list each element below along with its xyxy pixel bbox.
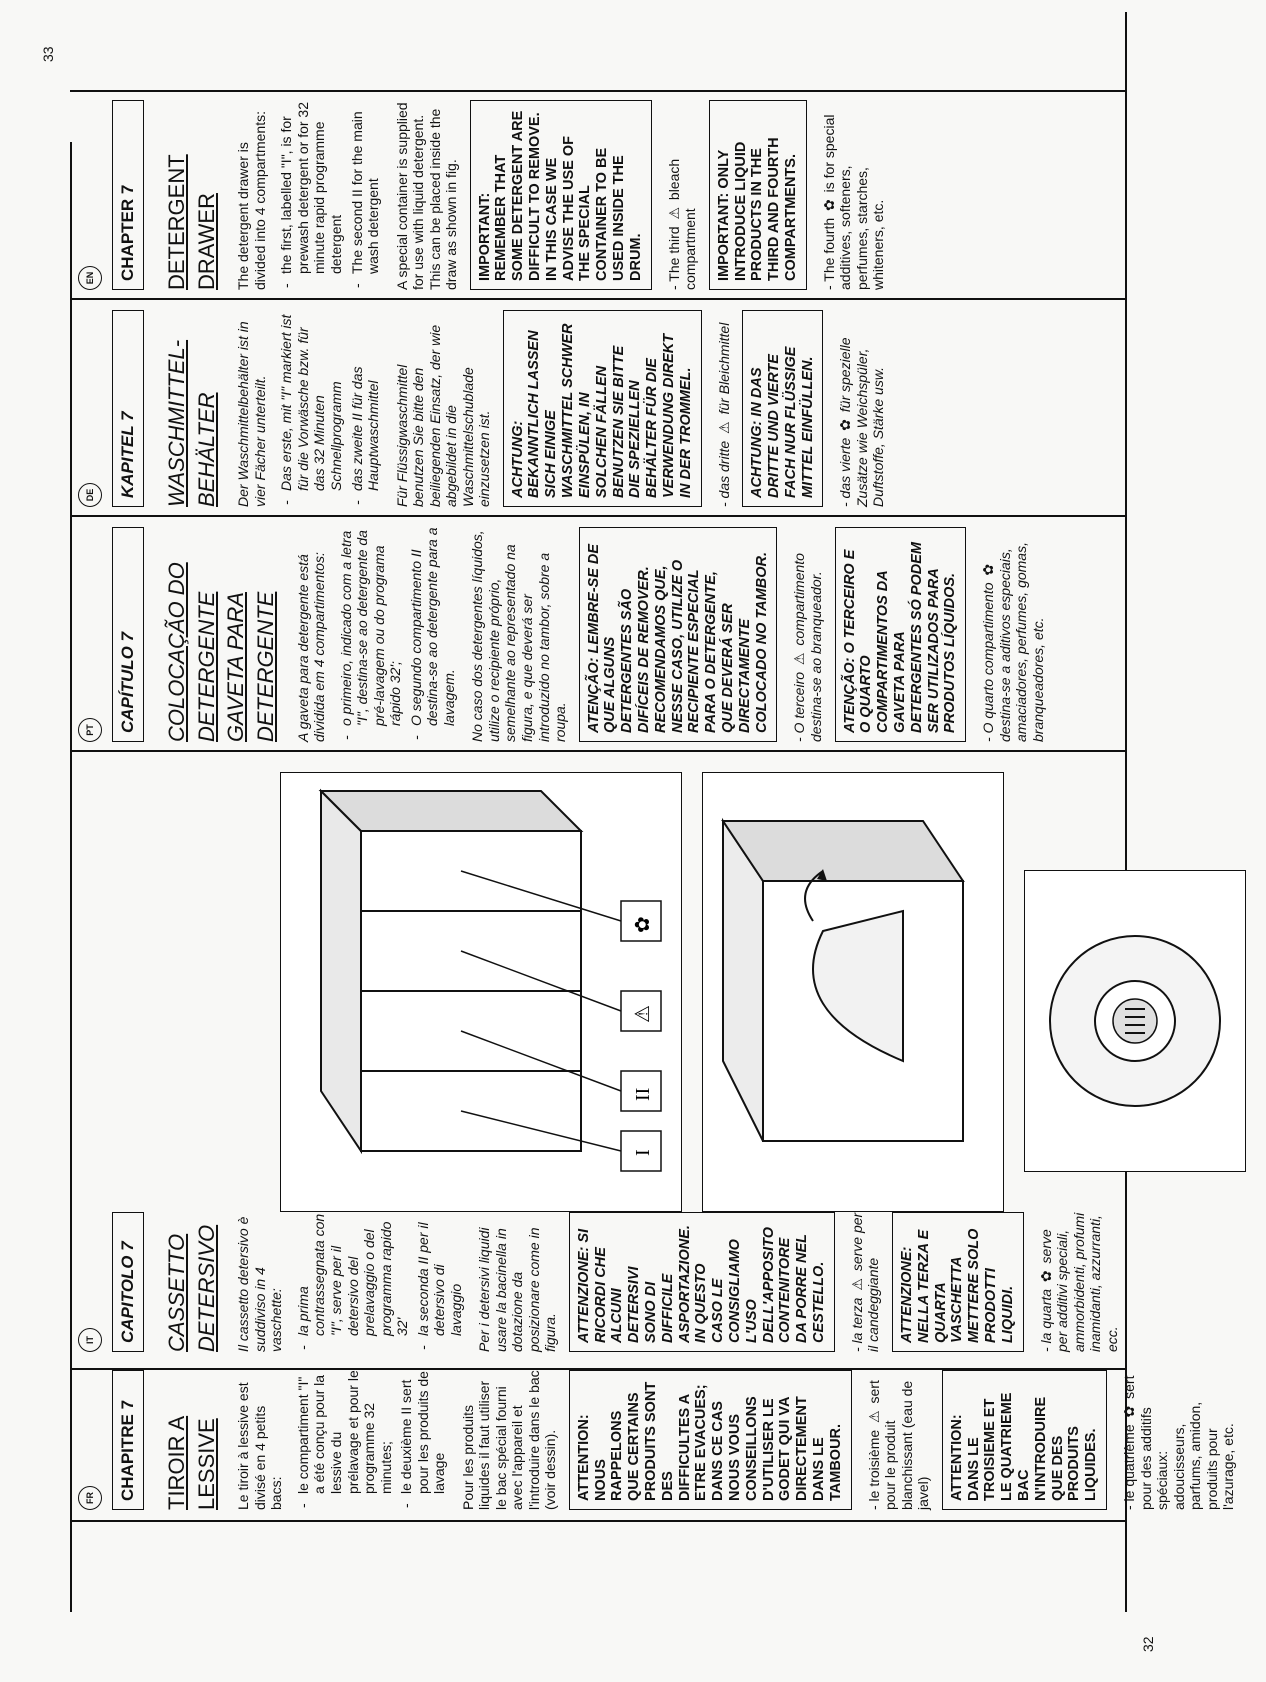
- liquid-detergent-text: Pour les produits liquides il faut utiliser le bac spécial fourni avec l'appareil et l'introduire dans le bac (voir dessin).: [459, 1370, 559, 1510]
- language-badge-de: DE: [78, 483, 102, 507]
- list-item: - the first, labelled "I", is for prewash detergent or for 32 minute rapid programme detergent: [278, 100, 344, 274]
- language-badge-en: EN: [78, 266, 102, 290]
- list-item: - la prima contrassegnata con "I", serve per il detersivo del prelavaggio o del programma rapido 32': [295, 1212, 411, 1336]
- third-compartment-text: - das dritte ⚠ für Bleichmittel: [715, 322, 732, 507]
- list-item: - o primeiro, indicado com a letra "I", destina-se ao detergente da pré-lavagem ou do programa rápido 32';: [338, 527, 404, 726]
- list-item: - O segundo compartimento II destina-se ao detergente para a lavagem.: [408, 527, 458, 726]
- bleach-icon: ⚠: [848, 1278, 865, 1291]
- figure-label-i: I: [632, 1149, 654, 1156]
- liquid-detergent-text: A special container is supplied for use with liquid detergent. This can be placed inside the draw as shown in fig.: [393, 102, 460, 290]
- flower-icon: ✿: [820, 199, 837, 211]
- list-item: - Das erste, mit "I" markiert ist für die Vorwäsche bzw. für das 32 Minuten Schnellprogramm: [278, 310, 344, 491]
- bleach-icon: ⚠: [865, 1410, 882, 1423]
- warning-box: IMPORTANT: REMEMBER THAT SOME DETERGENT ARE DIFFICULT TO REMOVE. IN THIS CASE WE ADVISE THE USE OF THE SPECIAL CONTAINER TO BE USED INSIDE THE DRUM.: [470, 100, 652, 290]
- flower-icon: ✿: [980, 563, 997, 576]
- bleach-icon: ⚠: [715, 421, 732, 434]
- liquid-detergent-text: Für Flüssigwaschmittel benutzen Sie bitte den beiliegenden Einsatz, der wie abgebildet in die Waschmittelschublade einzusetzen ist.: [393, 324, 493, 507]
- bleach-icon: ⚠: [665, 206, 682, 220]
- figure-bleach-symbol: ⚠: [630, 1005, 654, 1023]
- warning-box: ATENÇÃO: O TERCEIRO E O QUARTO COMPARTIMENTOS DA GAVETA PARA DETERGENTES SÓ PODEM SER UTILIZADOS PARA PRODUTOS LÍQUIDOS.: [835, 527, 967, 742]
- figure-label-ii: II: [632, 1087, 654, 1101]
- flower-icon: ✿: [837, 419, 854, 431]
- third-compartment-text: - O terceiro ⚠ compartimento destina-se ao branqueador.: [791, 553, 824, 742]
- section-title: TIROIR A LESSIVE: [164, 1415, 219, 1510]
- fourth-compartment-text: - O quarto compartimento ✿ destina-se a aditivos especiais, amaciadores, perfumes, gomas, branqueadores, etc.: [980, 542, 1046, 742]
- list-item: - la seconda II per il detersivo di lavaggio: [415, 1212, 465, 1336]
- compartment-list: [295, 1212, 464, 1352]
- bleach-icon: ⚠: [791, 652, 808, 666]
- third-compartment-text: - la terza ⚠ serve per il candeggiante: [848, 1212, 882, 1352]
- list-item: - das zweite II für das Hauptwaschmittel: [349, 310, 382, 491]
- section-title: COLOCAÇÃO DO DETERGENTE GAVETA PARA DETERGENTE: [164, 562, 279, 742]
- warning-box: ATTENZIONE: SI RICORDI CHE ALCUNI DETERSIVI SONO DI DIFFICILE ASPORTAZIONE. IN QUESTO CASO LE CONSIGLIAMO L'USO DELL'APPOSITO CONTENITORE DA PORRE NEL CESTELLO.: [569, 1212, 835, 1352]
- third-compartment-text: - The third ⚠ bleach compartment: [665, 158, 699, 290]
- section-title: DETERGENT DRAWER: [164, 154, 219, 290]
- chapter-heading: CHAPTER 7: [112, 100, 144, 290]
- warning-box: ACHTUNG: IN DAS DRITTE UND VIERTE FACH NUR FLÜSSIGE MITTEL EINFÜLLEN.: [742, 310, 823, 507]
- figure-drawer-compartments: [280, 772, 682, 1212]
- language-badge-fr: FR: [78, 1486, 102, 1510]
- compartment-list: [278, 310, 381, 507]
- fourth-compartment-text: - la quarta ✿ serve per additivi speciali, ammorbidenti, profumi inamidanti, azzurranti, ecc.: [1037, 1212, 1120, 1352]
- intro-text: Le tiroir à lessive est divisé en 4 petits bacs:: [235, 1382, 285, 1510]
- drawer-illustration: [281, 773, 679, 1211]
- third-compartment-text: - le troisième ⚠ sert pour le produit blanchissant (eau de javel): [865, 1380, 932, 1510]
- compartment-list: [338, 527, 458, 742]
- drawer-open-illustration: [703, 773, 1001, 1211]
- column-italian: [78, 1202, 1130, 1362]
- fourth-compartment-text: - le quatrième ✿ sert pour des additifs spéciaux: adoucisseurs, parfums, amidon, produits pour l'azurage, etc.: [1121, 1375, 1237, 1510]
- figure-flower-symbol: ✿: [630, 916, 654, 933]
- figure-drawer-open: [702, 772, 1004, 1212]
- compartment-list: [278, 100, 381, 290]
- liquid-detergent-text: No caso dos detergentes líquidos, utilize o recipiente próprio, semelhante ao representado na figura, e que deverá ser introduzido no tambor, sobre a roupa.: [469, 530, 569, 742]
- chapter-heading: KAPITEL 7: [112, 310, 144, 507]
- warning-box: ACHTUNG: BEKANNTLICH LASSEN SICH EINIGE WASCHMITTEL SCHWER EINSPÜLEN, IN SOLCHEN FÄLLEN BENUTZEN SIE BITTE DIE SPEZIELLEN BEHÄLTER FÜR DIE VERWENDUNG DIREKT IN DER TROMMEL.: [503, 310, 702, 507]
- compartment-list: [295, 1370, 448, 1510]
- page-number-left: 32: [1140, 1636, 1156, 1652]
- warning-box: IMPORTANT: ONLY INTRODUCE LIQUID PRODUCTS IN THE THIRD AND FOURTH COMPARTMENTS.: [709, 100, 807, 290]
- list-item: - le compartiment "I" a été conçu pour la lessive du prélavage et pour le programme 32 minutes;: [295, 1370, 394, 1494]
- warning-box: ATTENTION: NOUS RAPPELONS QUE CERTAINS PRODUITS SONT DES DIFFICULTES A ETRE EVACUES; DANS CE CAS NOUS VOUS CONSEILLONS D'UTILISER LE GODET QUI VA DIRECTEMENT DANS LE TAMBOUR.: [569, 1370, 852, 1510]
- warning-box: ATTENZIONE: NELLA TERZA E QUARTA VASCHETTA METTERE SOLO PRODOTTI LIQUIDI.: [892, 1212, 1024, 1352]
- fourth-compartment-text: - das vierte ✿ für spezielle Zusätze wie Weichspüler, Duftstoffe, Stärke usw.: [837, 337, 887, 507]
- warning-box: ATENÇÃO: LEMBRE-SE DE QUE ALGUNS DETERGENTES SÃO DIFÍCEIS DE REMOVER. RECOMENDAMOS QUE, NESSE CASO, UTILIZE O RECIPIENTE ESPECIAL PARA O DETERGENTE, QUE DEVERÁ SER DIRECTAMENTE COLOCADO NO TAMBOR.: [579, 527, 778, 742]
- column-french: [78, 1360, 1237, 1520]
- figure-area: [280, 772, 1266, 1212]
- chapter-heading: CAPÍTULO 7: [112, 527, 144, 742]
- fourth-compartment-text: - The fourth ✿ is for special additives, softeners, perfumes, starches, whiteners, etc.: [820, 114, 887, 290]
- figure-siphon-cap: [1024, 870, 1246, 1172]
- flower-icon: ✿: [1037, 1270, 1054, 1283]
- list-item: - le deuxième II sert pour les produits de lavage: [398, 1370, 448, 1494]
- siphon-cap-illustration: [1025, 873, 1243, 1171]
- language-badge-it: IT: [78, 1328, 102, 1352]
- column-english: [78, 90, 1130, 300]
- column-german: [78, 300, 1130, 517]
- chapter-heading: CAPITOLO 7: [112, 1212, 144, 1352]
- language-badge-pt: PT: [78, 718, 102, 742]
- column-divider-1: [70, 1521, 1125, 1523]
- section-title: CASSETTO DETERSIVO: [164, 1224, 219, 1352]
- intro-text: Der Waschmittelbehälter ist in vier Fächer unterteilt.: [235, 321, 268, 507]
- chapter-heading: CHAPITRE 7: [112, 1370, 144, 1510]
- liquid-detergent-text: Per i detersivi liquidi usare la bacinella in dotazione da posizionare come in figura.: [476, 1227, 559, 1352]
- section-title: WASCHMITTEL-BEHÄLTER: [164, 339, 219, 507]
- flower-icon: ✿: [1121, 1405, 1138, 1418]
- intro-text: The detergent drawer is divided into 4 compartments:: [235, 111, 268, 290]
- column-portuguese: [78, 517, 1130, 752]
- intro-text: Il cassetto detersivo è suddiviso in 4 vaschette:: [235, 1216, 285, 1352]
- intro-text: A gaveta para detergente está dividida em 4 compartimentos:: [294, 552, 328, 742]
- top-rule: [70, 142, 72, 1612]
- page-number-right: 33: [40, 46, 56, 62]
- warning-box: ATTENTION: DANS LE TROISIEME ET LE QUATRIEME BAC N'INTRODUIRE QUE DES PRODUITS LIQUIDES.: [942, 1370, 1107, 1510]
- list-item: - The second II for the main wash detergent: [349, 100, 382, 274]
